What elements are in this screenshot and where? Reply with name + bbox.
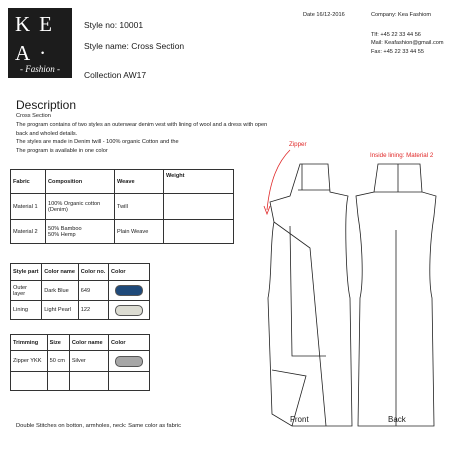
- composition-line: 100% Organic cotton: [48, 200, 101, 207]
- color-swatch: [115, 356, 143, 367]
- trim-color-cell: [109, 351, 150, 372]
- size-cell: 50 cm: [47, 351, 69, 372]
- logo-line-2: A·: [15, 41, 56, 65]
- table-header-row: [11, 170, 234, 194]
- empty-cell: [69, 372, 108, 391]
- empty-cell: [47, 372, 69, 391]
- col-trim-color: Color: [109, 335, 150, 351]
- col-color-no: Color no.: [78, 264, 108, 281]
- company-phone: Tlf: +45 22 33 44 56: [371, 31, 421, 38]
- table-header-row: [11, 335, 150, 351]
- style-part-cell: [11, 281, 42, 301]
- back-garment-icon: [356, 164, 436, 426]
- weight-cell: [164, 194, 234, 220]
- composition-cell: [46, 194, 115, 220]
- color-cell: [109, 281, 150, 301]
- col-fabric: Fabric: [11, 170, 46, 194]
- col-trimming: Trimming: [11, 335, 48, 351]
- color-no-cell: 122: [78, 301, 108, 320]
- style-name: Style name: Cross Section: [84, 41, 185, 51]
- lining-callout: Inside lining: Material 2: [370, 152, 434, 159]
- color-swatch: [115, 305, 143, 316]
- weave-cell: Twill: [115, 194, 164, 220]
- col-composition: Composition: [46, 170, 115, 194]
- col-size: Size: [47, 335, 69, 351]
- description-title: Description: [16, 98, 77, 112]
- table-row: [11, 301, 150, 320]
- company-mail: Mail: Keafashion@gmail.com: [371, 40, 444, 46]
- col-color-name: Color name: [42, 264, 79, 281]
- fabric-cell: Material 2: [11, 220, 46, 244]
- table-row: [11, 281, 150, 301]
- back-label: Back: [388, 415, 406, 424]
- description-line: The program is available in one color: [16, 148, 108, 155]
- description-line: The styles are made in Denim twill - 100% organic Cotton and the: [16, 139, 179, 146]
- color-name-cell: Light Pearl: [42, 301, 79, 320]
- composition-line: 50% Bamboo: [48, 225, 82, 232]
- front-label: Front: [290, 415, 309, 424]
- trimming-cell: Zipper YKK: [11, 351, 48, 372]
- col-style-part: Style part: [11, 264, 42, 281]
- trimming-table: [10, 334, 150, 391]
- color-name-cell: Dark Blue: [42, 281, 79, 301]
- style-part-cell: Lining: [11, 301, 42, 320]
- col-weave: Weave: [115, 170, 164, 194]
- collection: Collection AW17: [84, 70, 147, 80]
- composition-line: 50% Hemp: [48, 231, 76, 238]
- trim-color-name-cell: Silver: [69, 351, 108, 372]
- empty-cell: [11, 372, 48, 391]
- front-garment-icon: [268, 164, 352, 426]
- style-number: Style no: 10001: [84, 20, 144, 30]
- logo-tagline: - Fashion -: [20, 64, 60, 74]
- weight-cell: [164, 220, 234, 244]
- style-part-table: [10, 263, 150, 320]
- description-line: The program contains of two styles an outerwear denim vest with lining of wool and a dress with open back and wholed details.: [16, 121, 268, 137]
- composition-line: (Denim): [48, 206, 68, 213]
- col-color: Color: [109, 264, 150, 281]
- color-swatch: [115, 285, 143, 296]
- company-fax: Fax: +45 22 33 44 55: [371, 48, 425, 55]
- color-no-cell: 649: [78, 281, 108, 301]
- table-row: [11, 351, 150, 372]
- table-row: [11, 220, 234, 244]
- empty-cell: [109, 372, 150, 391]
- date: Date 16/12-2016: [303, 12, 345, 18]
- technical-drawing: [250, 130, 453, 430]
- description-body: [16, 112, 278, 156]
- description-line: Cross Section: [16, 113, 51, 119]
- company-info: [371, 11, 444, 56]
- col-weight: Weight: [164, 170, 234, 194]
- fabric-table: [10, 169, 234, 244]
- logo-line-1: KE: [15, 12, 61, 36]
- style-part-line: Outer: [13, 284, 27, 291]
- weave-cell: Plain Weave: [115, 220, 164, 244]
- composition-cell: [46, 220, 115, 244]
- fabric-cell: Material 1: [11, 194, 46, 220]
- table-row: [11, 194, 234, 220]
- color-cell: [109, 301, 150, 320]
- table-header-row: [11, 264, 150, 281]
- brand-logo: [8, 8, 72, 78]
- table-row-empty: [11, 372, 150, 391]
- style-part-line: layer: [13, 290, 26, 297]
- stitch-note: Double Stitches on botton, armholes, neck: Same color as fabric: [16, 423, 181, 429]
- col-trim-color-name: Color name: [69, 335, 108, 351]
- zipper-callout: Zipper: [289, 141, 307, 148]
- company-name: Company: Kea Fashiom: [371, 12, 432, 18]
